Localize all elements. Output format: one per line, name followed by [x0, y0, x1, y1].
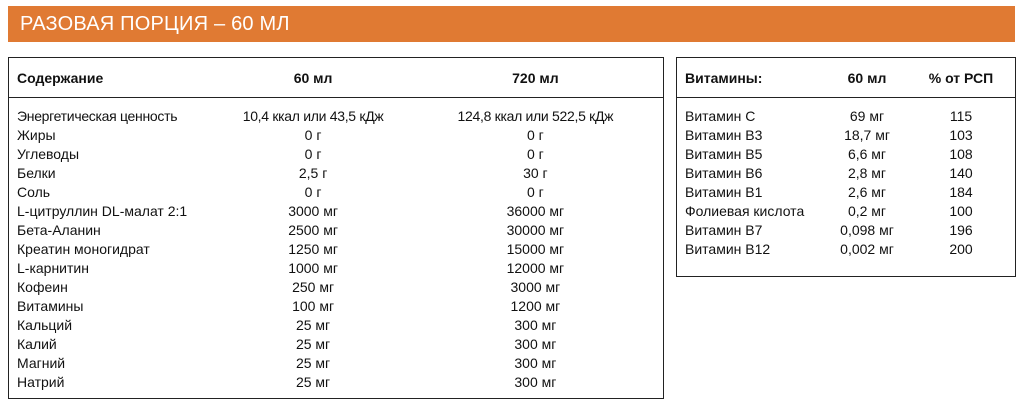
- table-row: [9, 335, 663, 354]
- vitamin-table-header: [677, 58, 1015, 98]
- vitamin-name: Витамин В1: [685, 184, 763, 200]
- table-row: [9, 240, 663, 259]
- vitamin-table: [676, 57, 1016, 277]
- nutrient-name: Бета-Аланин: [17, 222, 101, 238]
- table-row: [677, 221, 1015, 240]
- nutrient-value-60ml: 1000 мг: [288, 260, 338, 276]
- nutrient-value-720ml: 30000 мг: [506, 222, 565, 238]
- table-row: [677, 202, 1015, 221]
- table-row: [9, 145, 663, 164]
- nutrient-value-720ml: 3000 мг: [510, 279, 561, 295]
- nutrient-value-720ml: 300 мг: [514, 374, 557, 390]
- nutrient-value-60ml: 25 мг: [295, 355, 331, 371]
- nutrient-value-720ml: 36000 мг: [506, 203, 565, 219]
- nutrient-value-60ml: 0 г: [304, 146, 322, 162]
- vitamin-rsp-percent: 108: [949, 146, 973, 162]
- serving-title: РАЗОВАЯ ПОРЦИЯ – 60 МЛ: [20, 12, 290, 35]
- table-row: [9, 126, 663, 145]
- column-header-rsp-percent: % от РСП: [928, 69, 994, 86]
- nutrient-value-720ml: 300 мг: [514, 355, 557, 371]
- vitamin-value-60ml: 6,6 мг: [847, 146, 887, 162]
- nutrient-name: Соль: [17, 184, 51, 200]
- table-row: [9, 221, 663, 240]
- table-row: [9, 202, 663, 221]
- table-row: [677, 107, 1015, 126]
- nutrient-name: Кофеин: [17, 279, 68, 295]
- serving-banner: [8, 6, 1015, 42]
- nutrient-name: Энергетическая ценность: [17, 108, 178, 124]
- column-header-720ml: 720 мл: [512, 69, 559, 86]
- column-header-60ml: 60 мл: [293, 69, 333, 86]
- nutrient-name: Углеводы: [17, 146, 80, 162]
- nutrient-value-60ml: 25 мг: [295, 374, 331, 390]
- nutrient-value-720ml: 1200 мг: [510, 298, 561, 314]
- vitamin-rsp-percent: 184: [949, 184, 973, 200]
- nutrient-value-720ml: 15000 мг: [506, 241, 565, 257]
- table-row: [9, 316, 663, 335]
- vitamin-value-60ml: 2,6 мг: [847, 184, 887, 200]
- table-row: [9, 278, 663, 297]
- nutrient-value-60ml: 1250 мг: [288, 241, 338, 257]
- vitamin-rsp-percent: 103: [949, 127, 973, 143]
- nutrient-name: Калий: [17, 336, 57, 352]
- table-row: [9, 373, 663, 392]
- table-row: [677, 145, 1015, 164]
- table-row: [9, 297, 663, 316]
- vitamin-rsp-percent: 140: [949, 165, 973, 181]
- nutrition-table-header: [9, 58, 663, 98]
- nutrient-value-60ml: 2,5 г: [298, 165, 328, 181]
- nutrient-name: Магний: [17, 355, 66, 371]
- nutrient-value-60ml: 25 мг: [295, 317, 331, 333]
- nutrient-value-60ml: 0 г: [304, 127, 322, 143]
- nutrient-name: Белки: [17, 165, 56, 181]
- table-row: [9, 107, 663, 126]
- nutrient-value-720ml: 300 мг: [514, 317, 557, 333]
- vitamin-rsp-percent: 200: [949, 241, 973, 257]
- nutrient-value-720ml: 0 г: [526, 127, 544, 143]
- nutrient-value-720ml: 124,8 ккал или 522,5 кДж: [457, 108, 614, 124]
- nutrient-value-60ml: 3000 мг: [288, 203, 338, 219]
- vitamin-name: Витамин В6: [685, 165, 763, 181]
- vitamin-value-60ml: 0,2 мг: [847, 203, 887, 219]
- nutrient-name: L-карнитин: [17, 260, 89, 276]
- nutrient-value-720ml: 0 г: [526, 184, 544, 200]
- table-row: [677, 183, 1015, 202]
- column-header-content: Содержание: [17, 69, 104, 86]
- vitamin-name: Фолиевая кислота: [685, 203, 805, 219]
- vitamin-value-60ml: 2,8 мг: [847, 165, 887, 181]
- vitamin-value-60ml: 69 мг: [849, 108, 885, 124]
- vitamin-name: Витамин В7: [685, 222, 763, 238]
- nutrient-value-720ml: 0 г: [526, 146, 544, 162]
- nutrient-value-60ml: 2500 мг: [288, 222, 338, 238]
- vitamin-name: Витамин С: [685, 108, 756, 124]
- vitamin-name: Витамин В12: [685, 241, 771, 257]
- vitamin-value-60ml: 0,002 мг: [840, 241, 894, 257]
- nutrient-value-60ml: 100 мг: [292, 298, 335, 314]
- column-header-vitamins: Витамины:: [685, 69, 763, 86]
- nutrient-value-60ml: 250 мг: [292, 279, 335, 295]
- nutrient-name: Жиры: [17, 127, 56, 143]
- vitamin-name: Витамин В3: [685, 127, 763, 143]
- nutrient-value-60ml: 0 г: [304, 184, 322, 200]
- column-header-60ml: 60 мл: [847, 69, 887, 86]
- nutrient-name: Кальций: [17, 317, 73, 333]
- nutrient-value-60ml: 10,4 ккал или 43,5 кДж: [242, 108, 384, 124]
- nutrient-value-720ml: 12000 мг: [506, 260, 565, 276]
- nutrient-name: L-цитруллин DL-малат 2:1: [17, 203, 188, 219]
- vitamin-value-60ml: 0,098 мг: [840, 222, 894, 238]
- vitamin-rsp-percent: 100: [949, 203, 973, 219]
- vitamin-table-body: [677, 107, 1015, 259]
- nutrient-name: Натрий: [17, 374, 65, 390]
- nutrition-table: [8, 57, 664, 399]
- vitamin-value-60ml: 18,7 мг: [844, 127, 890, 143]
- table-row: [9, 354, 663, 373]
- nutrient-value-720ml: 300 мг: [514, 336, 557, 352]
- nutrition-table-body: [9, 107, 663, 392]
- nutrient-value-60ml: 25 мг: [295, 336, 331, 352]
- table-row: [677, 126, 1015, 145]
- vitamin-name: Витамин В5: [685, 146, 763, 162]
- table-row: [9, 259, 663, 278]
- vitamin-rsp-percent: 115: [949, 108, 973, 124]
- table-row: [677, 240, 1015, 259]
- vitamin-rsp-percent: 196: [949, 222, 973, 238]
- table-row: [677, 164, 1015, 183]
- table-row: [9, 164, 663, 183]
- table-row: [9, 183, 663, 202]
- nutrient-name: Креатин моногидрат: [17, 241, 150, 257]
- nutrient-name: Витамины: [17, 298, 84, 314]
- nutrient-value-720ml: 30 г: [523, 165, 548, 181]
